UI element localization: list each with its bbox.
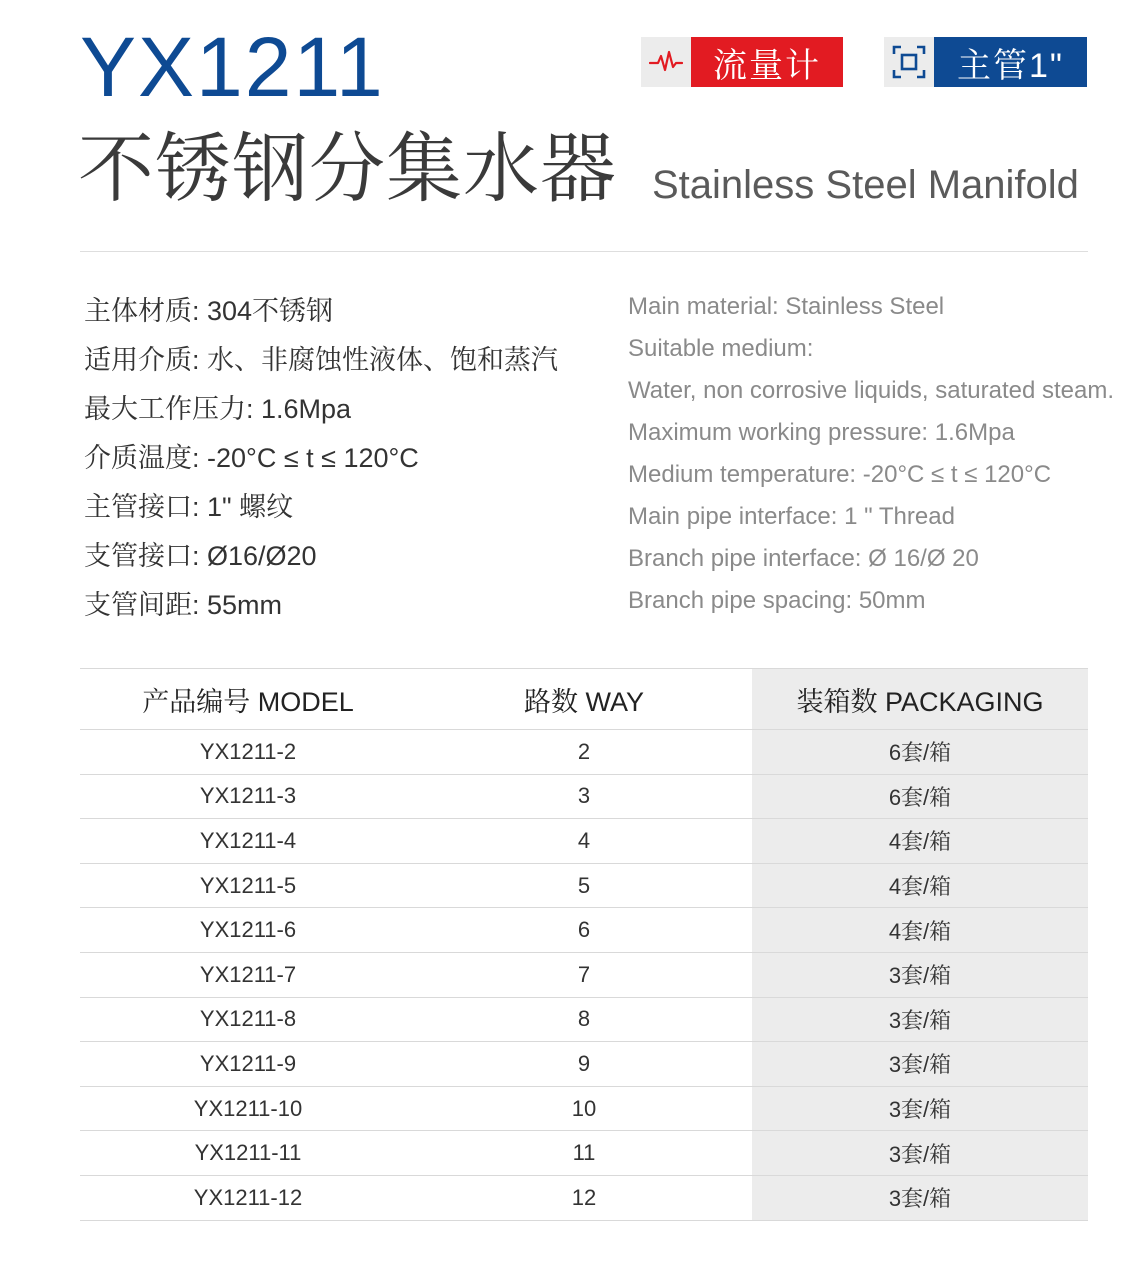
spec-material-cn: 主体材质: 304不锈钢 — [84, 296, 334, 326]
cell-way: 5 — [416, 863, 752, 908]
cell-way: 10 — [416, 1086, 752, 1131]
cell-model: YX1211-9 — [80, 1042, 416, 1087]
spec-spacing-cn: 支管间距: 55mm — [84, 590, 283, 620]
spec-branch-pipe-cn: 支管接口: Ø16/Ø20 — [84, 541, 317, 571]
header-model: 产品编号 MODEL — [80, 669, 416, 730]
main-pipe-badge — [884, 37, 1087, 87]
table-row — [80, 730, 1088, 775]
divider — [80, 251, 1088, 252]
spec-medium-detail-en: Water, non corrosive liquids, saturated steam. — [628, 377, 1114, 404]
cell-packaging: 4套/箱 — [752, 863, 1088, 908]
table-row — [80, 1131, 1088, 1176]
table-row — [80, 952, 1088, 997]
pipe-frame-icon — [884, 37, 934, 87]
cell-way: 11 — [416, 1131, 752, 1176]
spec-medium-en: Suitable medium: — [628, 335, 814, 362]
spec-branch-pipe-en: Branch pipe interface: Ø 16/Ø 20 — [628, 545, 979, 572]
pulse-icon — [641, 37, 691, 87]
cell-way: 7 — [416, 952, 752, 997]
cell-packaging: 6套/箱 — [752, 730, 1088, 775]
specs-en-list — [628, 286, 1114, 622]
flowmeter-label: 流量计 — [691, 37, 843, 87]
cell-packaging: 3套/箱 — [752, 1175, 1088, 1220]
table-row — [80, 908, 1088, 953]
table-header-row — [80, 669, 1088, 730]
cell-way: 8 — [416, 997, 752, 1042]
spec-medium-cn: 适用介质: 水、非腐蚀性液体、饱和蒸汽 — [84, 345, 559, 375]
cell-way: 4 — [416, 819, 752, 864]
table-row — [80, 1042, 1088, 1087]
spec-temperature-cn: 介质温度: -20°C ≤ t ≤ 120°C — [84, 443, 419, 473]
cell-model: YX1211-2 — [80, 730, 416, 775]
cell-model: YX1211-10 — [80, 1086, 416, 1131]
header-packaging: 装箱数 PACKAGING — [752, 669, 1088, 730]
spec-spacing-en: Branch pipe spacing: 50mm — [628, 587, 926, 614]
specs-cn-list — [84, 287, 558, 630]
product-title-en: Stainless Steel Manifold — [652, 163, 1079, 207]
table-row — [80, 1086, 1088, 1131]
cell-model: YX1211-8 — [80, 997, 416, 1042]
table-row — [80, 1175, 1088, 1220]
cell-model: YX1211-12 — [80, 1175, 416, 1220]
cell-model: YX1211-5 — [80, 863, 416, 908]
table-row — [80, 774, 1088, 819]
cell-packaging: 3套/箱 — [752, 997, 1088, 1042]
cell-packaging: 3套/箱 — [752, 1042, 1088, 1087]
cell-packaging: 3套/箱 — [752, 952, 1088, 997]
table-row — [80, 819, 1088, 864]
cell-way: 12 — [416, 1175, 752, 1220]
table-row — [80, 863, 1088, 908]
spec-main-pipe-en: Main pipe interface: 1 " Thread — [628, 503, 955, 530]
model-table — [80, 668, 1088, 1221]
spec-main-pipe-cn: 主管接口: 1" 螺纹 — [84, 492, 294, 522]
cell-way: 2 — [416, 730, 752, 775]
spec-temperature-en: Medium temperature: -20°C ≤ t ≤ 120°C — [628, 461, 1052, 488]
cell-way: 6 — [416, 908, 752, 953]
cell-packaging: 6套/箱 — [752, 774, 1088, 819]
table-row — [80, 997, 1088, 1042]
cell-packaging: 3套/箱 — [752, 1131, 1088, 1176]
cell-packaging: 4套/箱 — [752, 908, 1088, 953]
cell-model: YX1211-3 — [80, 774, 416, 819]
cell-packaging: 4套/箱 — [752, 819, 1088, 864]
cell-model: YX1211-4 — [80, 819, 416, 864]
spec-pressure-en: Maximum working pressure: 1.6Mpa — [628, 419, 1015, 446]
product-title-cn: 不锈钢分集水器 — [78, 127, 617, 212]
cell-model: YX1211-6 — [80, 908, 416, 953]
cell-model: YX1211-7 — [80, 952, 416, 997]
flowmeter-badge — [641, 37, 843, 87]
cell-model: YX1211-11 — [80, 1131, 416, 1176]
cell-way: 9 — [416, 1042, 752, 1087]
spec-material-en: Main material: Stainless Steel — [628, 293, 945, 320]
cell-packaging: 3套/箱 — [752, 1086, 1088, 1131]
header-way: 路数 WAY — [416, 669, 752, 730]
main-pipe-label: 主管1" — [934, 37, 1087, 87]
spec-pressure-cn: 最大工作压力: 1.6Mpa — [84, 394, 352, 424]
model-number: YX1211 — [80, 20, 385, 114]
cell-way: 3 — [416, 774, 752, 819]
